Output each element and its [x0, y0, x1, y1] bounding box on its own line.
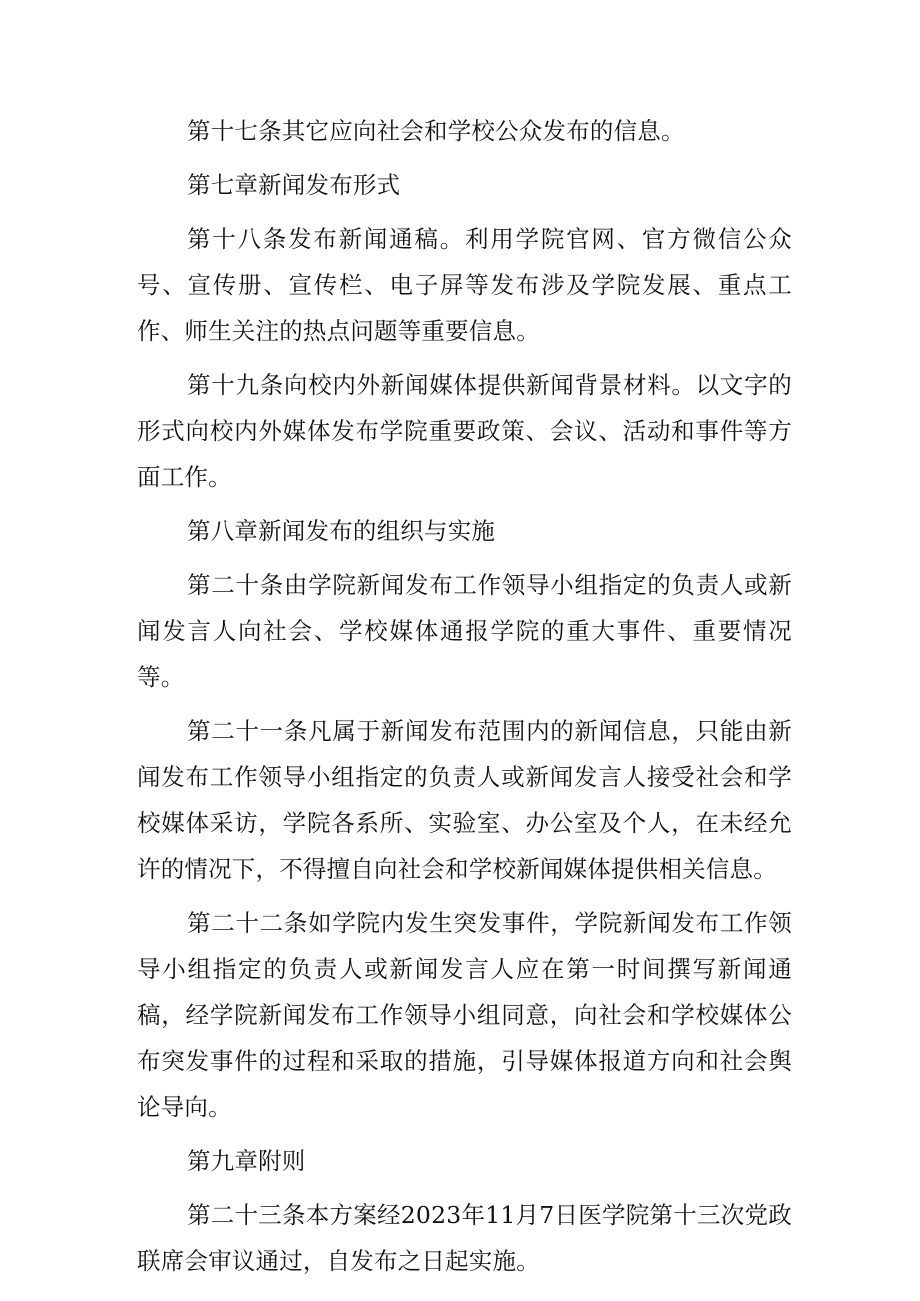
- chapter-heading-8: 第八章新闻发布的组织与实施: [187, 517, 496, 545]
- chapter-heading-9: 第九章附则: [187, 1147, 306, 1175]
- paragraph-article-18: 第十八条发布新闻通稿。利用学院官网、官方微信公众号、宣传册、宣传栏、电子屏等发布涉及学院发展、重点工作、师生关注的热点问题等重要信息。: [137, 225, 792, 345]
- document-body: [137, 108, 792, 1292]
- paragraph-article-22: 第二十二条如学院内发生突发事件，学院新闻发布工作领导小组指定的负责人或新闻发言人应在第一时间撰写新闻通稿，经学院新闻发布工作领导小组同意，向社会和学校媒体公布突发事件的过程和采取的措施，引导媒体报道方向和社会舆论导向。: [137, 909, 792, 1121]
- paragraph-article-23: 第二十三条本方案经2023年11月7日医学院第十三次党政联席会审议通过，自发布之日起实施。: [137, 1201, 792, 1275]
- paragraph-article-21: 第二十一条凡属于新闻发布范围内的新闻信息，只能由新闻发布工作领导小组指定的负责人或新闻发言人接受社会和学校媒体采访，学院各系所、实验室、办公室及个人，在未经允许的情况下，不得擅自向社会和学校新闻媒体提供相关信息。: [137, 717, 792, 883]
- paragraph-article-17: 第十七条其它应向社会和学校公众发布的信息。: [187, 117, 685, 145]
- chapter-heading-7: 第七章新闻发布形式: [187, 171, 401, 199]
- paragraph-article-19: 第十九条向校内外新闻媒体提供新闻背景材料。以文字的形式向校内外媒体发布学院重要政策、会议、活动和事件等方面工作。: [137, 371, 792, 491]
- paragraph-article-20: 第二十条由学院新闻发布工作领导小组指定的负责人或新闻发言人向社会、学校媒体通报学院的重大事件、重要情况等。: [137, 571, 792, 691]
